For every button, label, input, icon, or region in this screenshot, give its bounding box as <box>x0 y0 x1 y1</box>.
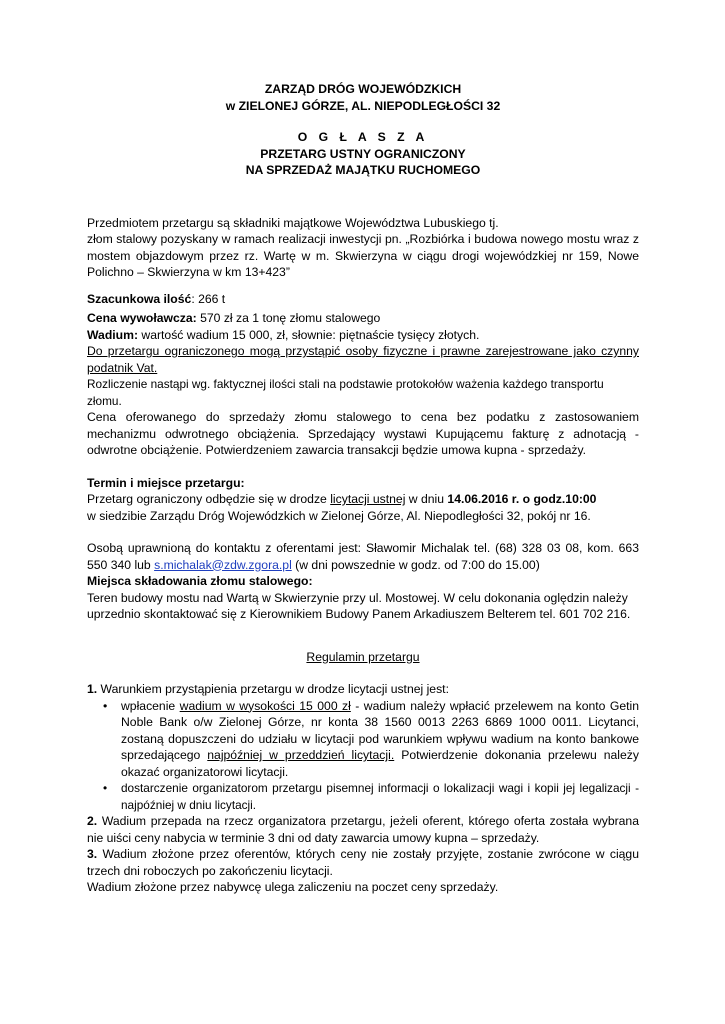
subject-intro: Przedmiotem przetargu są składniki majątkowe Województwa Lubuskiego tj. <box>87 215 499 230</box>
org-address: w ZIELONEJ GÓRZE, AL. NIEPODLEGŁOŚCI 32 <box>225 98 501 113</box>
bullet-1-b: - wadium należy wpłacić przelewem na konto Getin Noble Bank o/w Zielonej Górze, nr konta 38 1560 0013 2263 6869 1000 0011. Licytanci, zostaną dopuszczeni do udziału w licytacji pod warunkiem wpływu wadium na konto bankowe sprzedającego <box>121 698 639 762</box>
price-label: Cena wywoławcza: <box>87 311 197 325</box>
term-auction-type: licytacji ustnej <box>330 492 406 506</box>
document-header <box>87 81 639 179</box>
deposit-value: wartość wadium 15 000, zł, słownie: piętnaście tysięcy złotych. <box>138 327 480 342</box>
list-item <box>103 698 639 781</box>
rule-4: Wadium złożone przez nabywcę ulega zaliczeniu na poczet ceny sprzedaży. <box>87 880 499 894</box>
quantity-value: : 266 t <box>191 291 226 306</box>
contact-hours: (w dni powszednie w godz. od 7:00 do 15.00) <box>291 557 540 572</box>
rules-section <box>87 681 639 896</box>
bullet-icon: • <box>103 698 108 713</box>
list-item <box>103 780 639 813</box>
document-body <box>87 0 639 896</box>
term-text-a: Przetarg ograniczony odbędzie się w drodze <box>87 492 331 506</box>
subject-section <box>87 215 639 281</box>
rule-1 <box>87 681 639 698</box>
storage-heading: Miejsca składowania złomu stalowego: <box>87 574 313 588</box>
deposit-line <box>87 327 639 344</box>
bullet-2-text: dostarczenie organizatorom przetargu pisemnej informacji o lokalizacji wagi i kopii jej legalizacji - najpóźniej w dniu licytacji. <box>121 781 639 812</box>
contact-text <box>87 540 639 573</box>
title-line-2: NA SPRZEDAŻ MAJĄTKU RUCHOMEGO <box>245 163 481 177</box>
contact-text-a: Osobą uprawnioną do kontaktu z oferentami jest: Sławomir Michalak tel. (68) 328 03 08, kom. 663 550 340 lub <box>87 541 639 572</box>
eligibility-text: Do przetargu ograniczonego mogą przystąpić osoby fizyczne i prawne zarejestrowane jako czynny podatnik Vat. <box>87 344 639 375</box>
announces-heading: O G Ł A S Z A <box>297 130 429 144</box>
term-date: 14.06.2016 r. o godz.10:00 <box>447 492 597 506</box>
rule-3-text: Wadium złożone przez oferentów, których ceny nie zostały przyjęte, zostanie zwrócone w ciągu trzech dni roboczych po zakończeniu licytacji. <box>87 847 639 878</box>
rule-3-number: 3. <box>87 847 98 861</box>
price-info-text: Cena oferowanego do sprzedaży złomu stalowego to cena bez podatku z zastosowaniem mechanizmu odwrotnego obciążenia. Sprzedający wystawi Kupującemu fakturę z adnotacją - odwrotne obciążenie. Potwierdzeniem zawarcia transakcji będzie umowa kupna - sprzedaży. <box>87 410 639 457</box>
rule-1-text: Warunkiem przystąpienia przetargu w drodze licytacji ustnej jest: <box>97 682 449 696</box>
title-line-1: PRZETARG USTNY OGRANICZONY <box>260 146 466 161</box>
quantity-label: Szacunkowa ilość <box>87 291 192 306</box>
term-heading: Termin i miejsce przetargu: <box>87 475 245 490</box>
rule-2-number: 2. <box>87 814 98 828</box>
quantity-line <box>87 291 639 308</box>
rules-heading-wrap <box>87 649 639 666</box>
term-section <box>87 475 639 525</box>
price-value: 570 zł za 1 tonę złomu stalowego <box>196 311 381 325</box>
details-section <box>87 291 639 459</box>
subject-description: złom stalowy pozyskany w ramach realizacji inwestycji pn. „Rozbiórka i budowa nowego mostu wraz z mostem objazdowym przez rz. Wartę w m. Skwierzyna w ciągu drogi wojewódzkiej nr 159, Nowe Polichno – Skwierzyna w km 13+423” <box>87 232 639 279</box>
bullet-1-deposit: wadium w wysokości 15 000 zł <box>179 698 351 713</box>
bullet-1-deadline: najpóźniej w przeddzień licytacji. <box>207 748 395 762</box>
rule-2-text: Wadium przepada na rzecz organizatora przetargu, jeżeli oferent, którego oferta została wybrana nie uiści ceny nabycia w terminie 3 dni od daty zawarcia umowy kupna – sprzedaży. <box>87 814 639 845</box>
rule-2 <box>87 813 639 846</box>
bullet-icon: • <box>103 781 108 795</box>
rule-1-number: 1. <box>87 682 98 696</box>
bullet-1-c: Potwierdzenie dokonania przelewu należy okazać organizatorowi licytacji. <box>121 748 639 779</box>
rule-1-list <box>87 698 639 814</box>
term-text <box>87 491 639 508</box>
bullet-1-a: wpłacenie <box>121 698 180 713</box>
org-name: ZARZĄD DRÓG WOJEWÓDZKICH <box>264 82 462 96</box>
price-line <box>87 310 639 327</box>
settlement-text: Rozliczenie nastąpi wg. faktycznej ilości stali na podstawie protokołów ważenia każdego transportu złomu. <box>87 377 604 408</box>
rules-heading: Regulamin przetargu <box>306 649 420 664</box>
term-place: w siedzibie Zarządu Dróg Wojewódzkich w Zielonej Górze, Al. Niepodległości 32, pokój nr 16. <box>87 508 591 523</box>
deposit-label: Wadium: <box>87 327 138 342</box>
term-text-b: w dniu <box>405 492 448 506</box>
contact-email-link[interactable]: s.michalak@zdw.zgora.pl <box>154 557 292 572</box>
contact-section <box>87 540 639 623</box>
rule-3 <box>87 846 639 879</box>
storage-text: Teren budowy mostu nad Wartą w Skwierzynie przy ul. Mostowej. W celu dokonania oględzin należy uprzednio skontaktować się z Kierownikiem Budowy Panem Arkadiuszem Belterem tel. 601 702 216. <box>87 590 631 621</box>
